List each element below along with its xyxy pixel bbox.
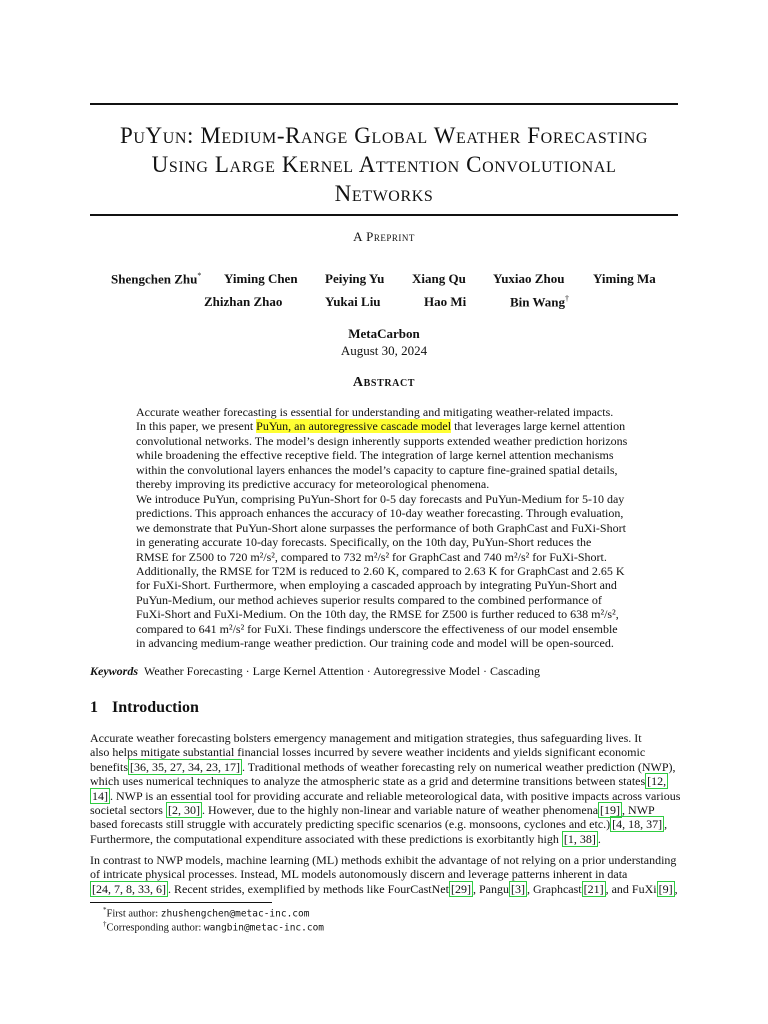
text-run: Furthermore, the computational expenditure associated with these predictions is exorbitantly high (90, 831, 562, 846)
text-line (90, 774, 678, 788)
abstract-line: Accurate weather forecasting is essential for understanding and mitigating weather-related impacts. (136, 405, 614, 419)
author-name: Yukai Liu (325, 294, 381, 309)
text-run: also helps mitigate substantial financial losses incurred by severe weather incidents and yields significant economic (90, 745, 646, 760)
abstract-line: RMSE for Z500 to 720 m²/s², compared to 732 m²/s² for GraphCast and 740 m²/s² for FuXi-Short. (136, 549, 607, 564)
text-run: . NWP is an essential tool for providing accurate and reliable meteorological data, with positive impacts across various (110, 788, 681, 803)
footnote-rule (90, 902, 272, 903)
text-run: based forecasts still struggle with accurately predicting specific scenarios (e.g. monsoons, cyclones and etc.) (90, 817, 611, 832)
footnote-text: First author: (106, 908, 161, 920)
abstract-line: we demonstrate that PuYun-Short alone surpasses the performance of both GraphCast and FuXi-Short (136, 520, 626, 535)
text-run: Accurate weather forecasting bolsters emergency management and mitigation strategies, thus safeguarding lives. It (90, 731, 642, 745)
text-run: that leverages large kernel attention (451, 419, 626, 434)
intro-paragraph-2 (90, 853, 678, 896)
author-name-text: Bin Wang (510, 294, 566, 310)
citation-link[interactable]: [21] (583, 881, 604, 896)
text-run: , and FuXi (605, 881, 657, 896)
first-author-mark: * (197, 271, 202, 280)
citation-link[interactable]: [12, (647, 774, 667, 789)
footnote-mark: * (103, 906, 107, 914)
author-name: Peiying Yu (325, 271, 385, 286)
author-name: Yiming Ma (593, 271, 656, 286)
abstract-line: compared to 641 m²/s² for FuXi. These findings underscore the effectiveness of our model ensemble (136, 621, 618, 636)
abstract-line: convolutional networks. The model’s design inherently supports extended weather prediction horizons (136, 433, 628, 448)
text-line (90, 731, 678, 745)
text-run: , (674, 881, 678, 896)
author-name: Xiang Qu (412, 271, 466, 286)
text-run: which uses numerical techniques to analyze the atmospheric state as a grid and determine transitions between states (90, 774, 646, 789)
text-run: In contrast to NWP models, machine learning (ML) methods exhibit the advantage of not relying on a prior understanding (90, 853, 677, 867)
abstract-line: PuYun-Medium, our method achieves superior results compared to the combined performance of (136, 592, 602, 607)
title-line: PuYun: Medium-Range Global Weather Forecasting (119, 123, 649, 148)
text-line (90, 803, 678, 817)
title-line: Using Large Kernel Attention Convolutional (151, 152, 617, 177)
keywords-list: Weather Forecasting · Large Kernel Attention · Autoregressive Model · Cascading (144, 664, 541, 678)
citation-link[interactable]: [36, 35, 27, 34, 23, 17] (130, 759, 240, 774)
keywords (90, 664, 540, 679)
title-line: Networks (334, 181, 434, 206)
footnote-corresponding-author (103, 920, 324, 934)
abstract-line: in advancing medium-range weather prediction. Our training code and model will be open-sourced. (136, 636, 614, 651)
author-name: Yuxiao Zhou (493, 271, 565, 286)
abstract-paragraph-1 (136, 405, 634, 491)
section-title: Introduction (112, 699, 199, 716)
text-line (90, 882, 678, 896)
text-run: . However, due to the highly non-linear and variable nature of weather phenomena (201, 803, 599, 818)
footnote-text: Corresponding author: (106, 922, 204, 934)
abstract-line: within the convolutional layers enhances the model’s capacity to capture fine-grained spatial details, (136, 462, 618, 477)
text-line (90, 817, 678, 831)
intro-paragraph-1 (90, 731, 681, 846)
text-run: , Pangu (472, 881, 509, 896)
title-bottom-rule (90, 214, 678, 216)
text-run: societal sectors (90, 803, 166, 818)
text-run: , NWP (622, 803, 655, 818)
abstract-line: while broadening the effective receptive field. The integration of large kernel attention mechanisms (136, 448, 614, 463)
text-run: . Recent strides, exemplified by methods like FourCastNet (168, 881, 449, 896)
corresponding-author-mark: † (565, 294, 570, 303)
text-run: of intricate physical processes. Instead, ML models autonomously discern and leverage patterns inherent in data (90, 867, 628, 882)
author-name (510, 294, 569, 310)
paper-title (90, 121, 678, 208)
abstract-line: for FuXi-Short. Furthermore, when employing a cascaded approach by integrating PuYun-Short and (136, 578, 617, 593)
email-link[interactable]: zhushengchen@metac-inc.com (160, 908, 310, 920)
abstract-line: FuXi-Short and FuXi-Medium. On the 10th day, the RMSE for Z500 is further reduced to 638 m²/s², (136, 607, 619, 622)
preprint-label: A Preprint (353, 229, 415, 244)
text-line (90, 853, 678, 867)
citation-link[interactable]: [1, 38] (563, 831, 596, 846)
author-name: Zhizhan Zhao (204, 294, 283, 309)
text-run: In this paper, we present (136, 419, 257, 434)
section-number: 1 (90, 699, 98, 716)
citation-link[interactable]: [4, 18, 37] (612, 817, 663, 832)
author-name: Hao Mi (424, 294, 467, 309)
footnote-mark: † (103, 920, 107, 928)
abstract-line: thereby improving its predictive accuracy for meteorological phenomena. (136, 477, 490, 492)
email-link[interactable]: wangbin@metac-inc.com (203, 922, 325, 934)
abstract-line: Additionally, the RMSE for T2M is reduced to 2.60 K, compared to 2.63 K for GraphCast and 2.65 K (136, 564, 625, 579)
abstract-heading: Abstract (352, 375, 416, 390)
abstract-line: in generating accurate 10-day forecasts. Specifically, on the 10th day, PuYun-Short reduces the (136, 535, 592, 550)
text-line (90, 745, 678, 759)
keywords-label: Keywords (90, 664, 138, 678)
affiliation: MetaCarbon (348, 326, 420, 341)
abstract-line (136, 419, 634, 433)
author-name: Yiming Chen (224, 271, 298, 286)
abstract-paragraph-2 (136, 492, 634, 650)
citation-link[interactable]: 14] (92, 788, 108, 803)
author-name (111, 271, 201, 287)
publication-date: August 30, 2024 (340, 343, 428, 358)
citation-link[interactable]: [2, 30] (167, 803, 200, 818)
highlighted-phrase: PuYun, an autoregressive cascade model (256, 419, 452, 434)
section-heading (90, 699, 199, 717)
abstract-line: predictions. This approach enhances the accuracy of 10-day weather forecasting. Through evaluation, (136, 506, 624, 521)
text-line (90, 832, 678, 846)
citation-link[interactable]: [24, 7, 8, 33, 6] (92, 881, 166, 896)
text-run: . Traditional methods of weather forecasting rely on numerical weather prediction (NWP), (242, 759, 676, 774)
text-line (90, 867, 678, 881)
text-run: . (597, 831, 601, 846)
text-run: , (664, 817, 668, 832)
text-run: benefits (90, 759, 128, 774)
citation-link[interactable]: [29] (450, 881, 471, 896)
citation-link[interactable]: [9] (658, 881, 673, 896)
citation-link[interactable]: [19] (600, 803, 621, 818)
text-line (90, 788, 681, 803)
citation-link[interactable]: [3] (510, 881, 525, 896)
author-name-text: Shengchen Zhu (111, 271, 198, 287)
top-rule (90, 103, 678, 105)
text-line (90, 760, 678, 774)
text-run: , Graphcast (526, 881, 582, 896)
abstract-line: We introduce PuYun, comprising PuYun-Short for 0-5 day forecasts and PuYun-Medium for 5-10 day (136, 492, 625, 506)
footnote-first-author (103, 906, 309, 920)
